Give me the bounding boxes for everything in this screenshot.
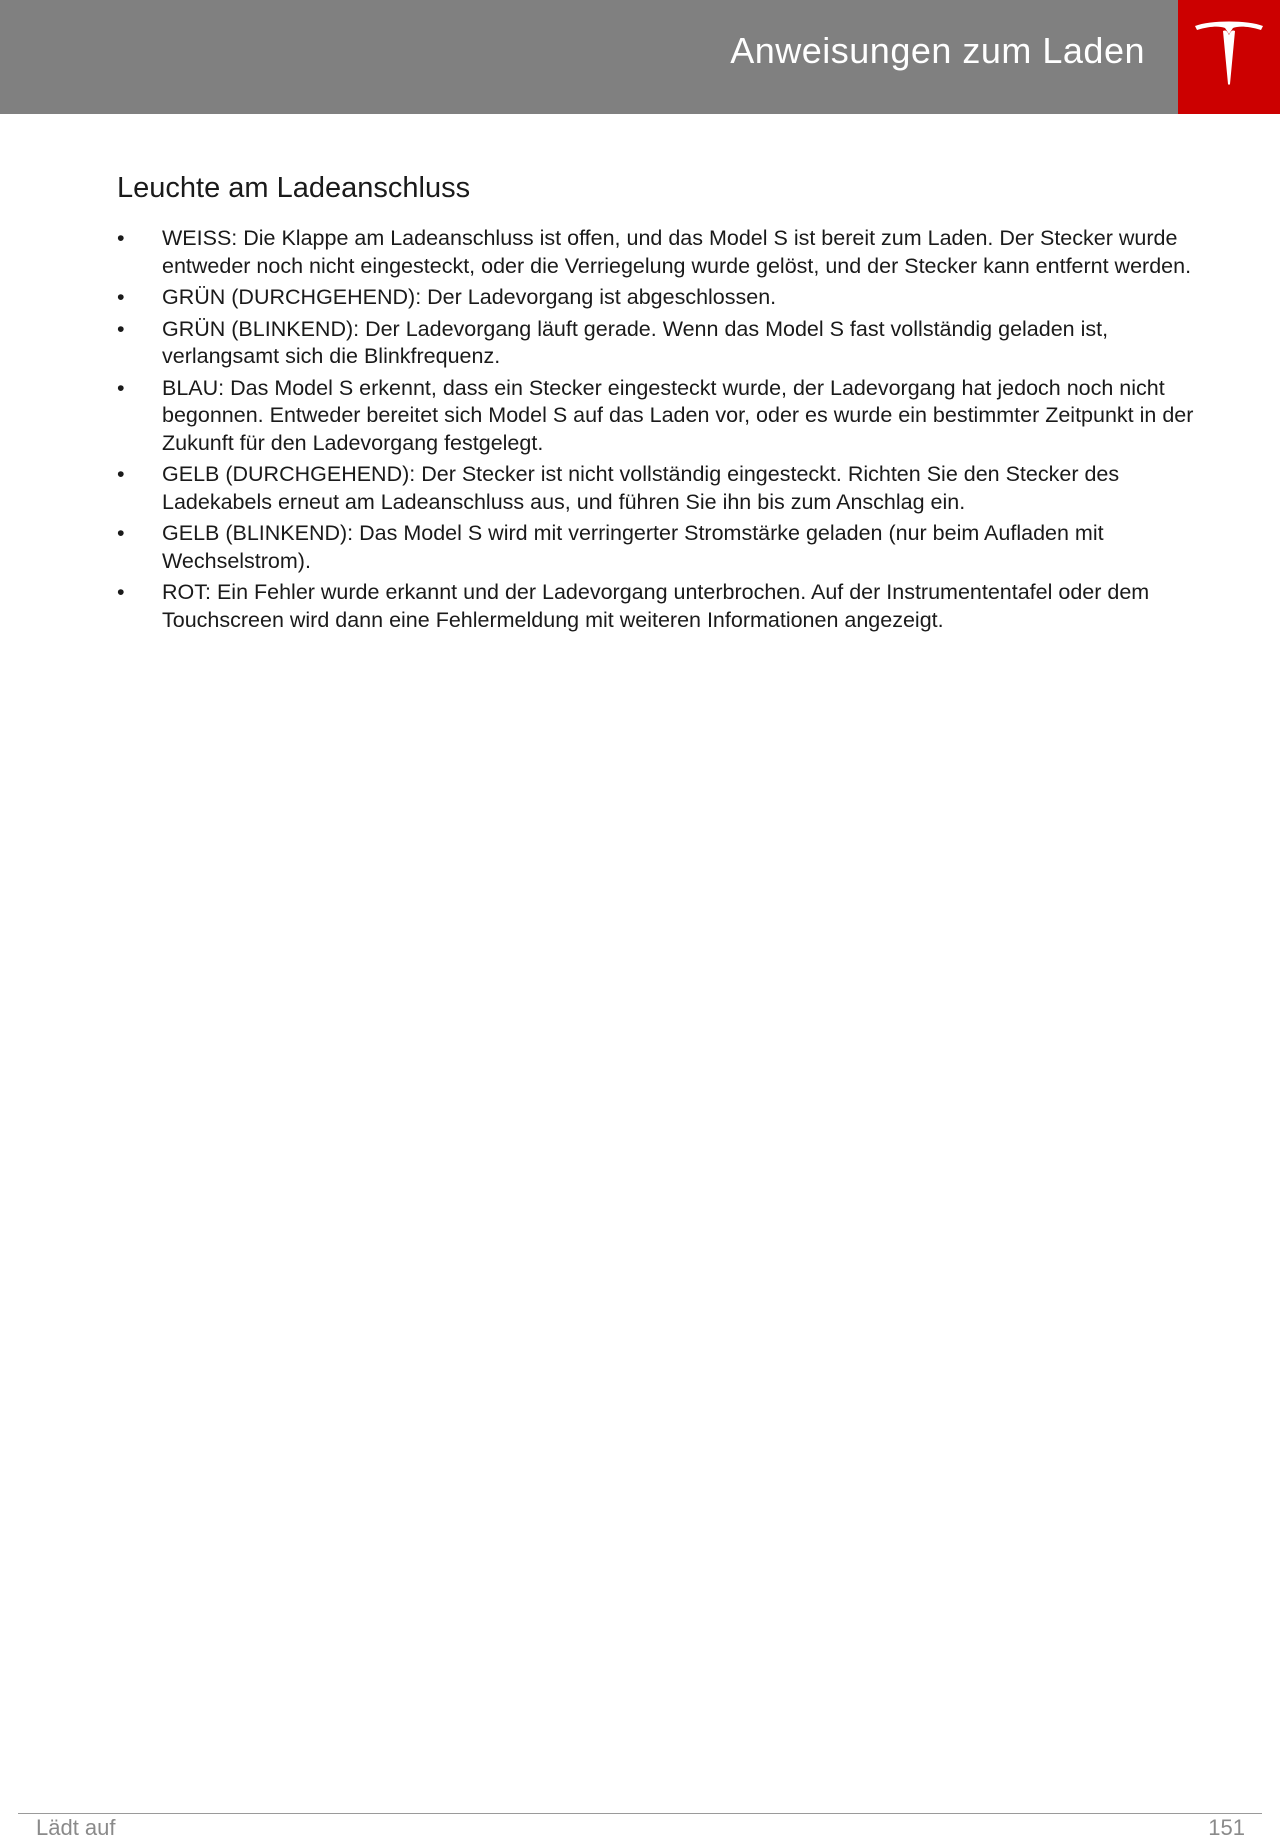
tesla-logo-icon xyxy=(1192,18,1266,86)
list-item xyxy=(117,579,1227,634)
main-content xyxy=(117,172,1227,638)
charge-port-light-list xyxy=(117,225,1227,634)
bullet-icon: • xyxy=(117,285,125,309)
list-item-text: GRÜN (BLINKEND): Der Ladevorgang läuft gerade. Wenn das Model S fast vollständig geladen ist, verlangsamt sich die Blinkfrequenz. xyxy=(162,316,1109,368)
list-item xyxy=(117,520,1227,575)
header-bar xyxy=(0,0,1178,114)
bullet-icon: • xyxy=(117,580,125,604)
section-heading: Leuchte am Ladeanschluss xyxy=(117,172,471,204)
list-item-text: GELB (DURCHGEHEND): Der Stecker ist nicht vollständig eingesteckt. Richten Sie den Stecker des Ladekabels erneut am Ladeanschluss aus, und führen Sie ihn bis zum Anschlag ein. xyxy=(162,462,1120,514)
bullet-icon: • xyxy=(117,375,125,400)
footer-page-number: 151 xyxy=(1208,1815,1245,1840)
footer-divider xyxy=(18,1813,1262,1814)
list-item xyxy=(117,461,1227,516)
list-item-text: ROT: Ein Fehler wurde erkannt und der Ladevorgang unterbrochen. Auf der Instrumententafel oder dem Touchscreen wird dann eine Fehlermeldung mit weiteren Informationen angezeigt. xyxy=(162,580,1150,632)
logo-box xyxy=(1178,0,1280,114)
list-item-text: GELB (BLINKEND): Das Model S wird mit verringerter Stromstärke geladen (nur beim Aufladen mit Wechselstrom). xyxy=(162,521,1104,573)
bullet-icon: • xyxy=(117,226,125,250)
list-item xyxy=(117,375,1227,458)
footer-section-name: Lädt auf xyxy=(36,1815,116,1840)
list-item xyxy=(117,316,1227,371)
bullet-icon: • xyxy=(117,521,125,545)
page-title: Anweisungen zum Laden xyxy=(730,30,1145,71)
list-item xyxy=(117,284,1227,312)
list-item-text: WEISS: Die Klappe am Ladeanschluss ist offen, und das Model S ist bereit zum Laden. Der Stecker wurde entweder noch nicht eingesteckt, oder die Verriegelung wurde gelöst, und der Stecker kann entfernt werden. xyxy=(162,226,1192,278)
bullet-icon: • xyxy=(117,462,125,486)
list-item-text: BLAU: Das Model S erkennt, dass ein Stecker eingesteckt wurde, der Ladevorgang hat jedoch noch nicht begonnen. Entweder bereitet sich Model S auf das Laden vor, oder es wurde ein bestimmter Zeitpunkt in der Zukunft für den Ladevorgang festgelegt. xyxy=(162,375,1194,455)
list-item-text: GRÜN (DURCHGEHEND): Der Ladevorgang ist abgeschlossen. xyxy=(162,285,777,309)
bullet-icon: • xyxy=(117,316,125,341)
list-item xyxy=(117,225,1227,280)
